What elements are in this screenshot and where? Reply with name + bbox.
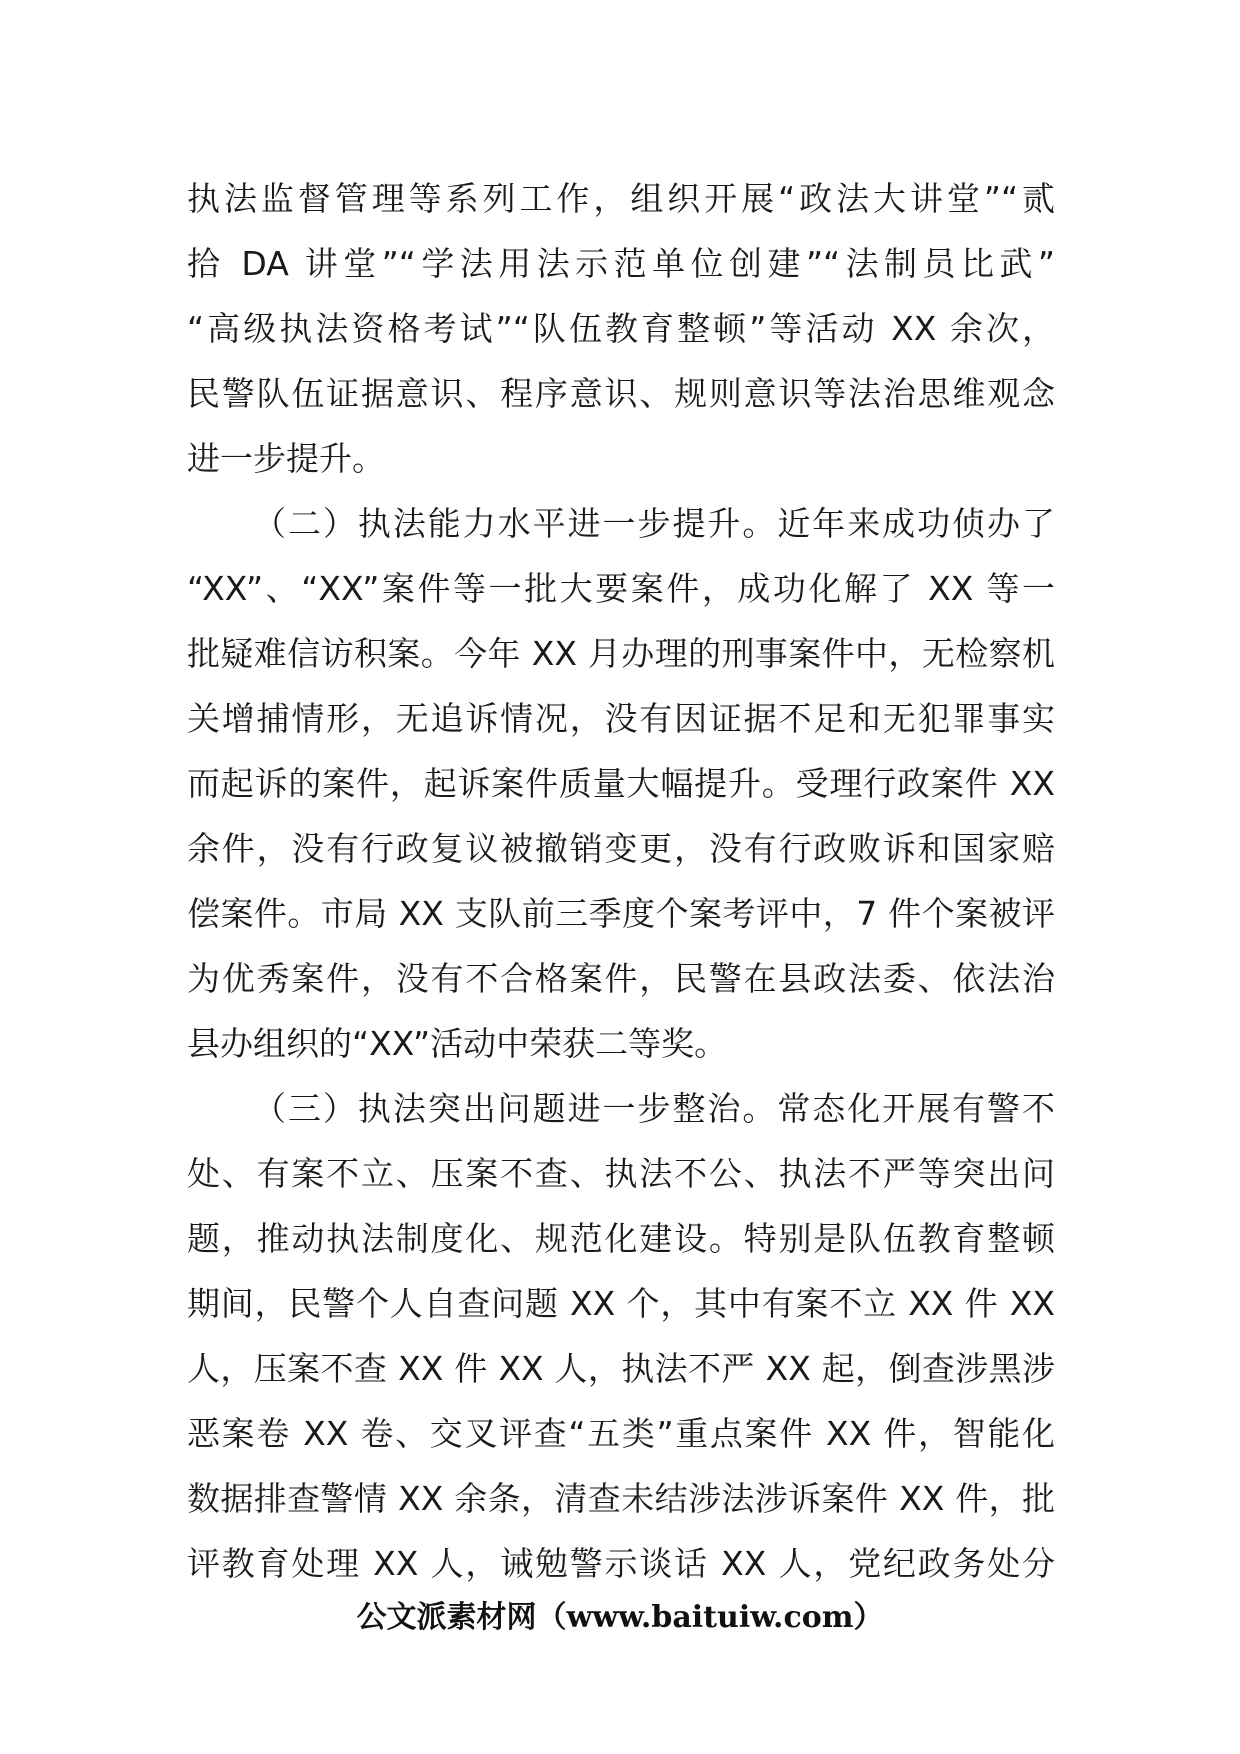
text-line: 县办组织的“XX”活动中荣获二等奖。 (187, 1024, 728, 1063)
text-line: 关增捕情形，无追诉情况，没有因证据不足和无犯罪事实 (187, 699, 1055, 738)
text-line: 期间，民警个人自查问题 XX 个，其中有案不立 XX 件 XX (187, 1284, 1055, 1323)
text-line: 执法监督管理等系列工作，组织开展“政法大讲堂”“贰 (187, 179, 1055, 218)
text-line: “XX”、“XX”案件等一批大要案件，成功化解了 XX 等一 (187, 569, 1055, 608)
text-line: 恶案卷 XX 卷、交叉评查“五类”重点案件 XX 件，智能化 (187, 1414, 1055, 1453)
text-line: 评教育处理 XX 人，诫勉警示谈话 XX 人，党纪政务处分 (187, 1544, 1055, 1583)
text-line: 民警队伍证据意识、程序意识、规则意识等法治思维观念 (187, 374, 1055, 413)
text-line: 偿案件。市局 XX 支队前三季度个案考评中，7 件个案被评 (187, 894, 1055, 933)
text-line: 为优秀案件，没有不合格案件，民警在县政法委、依法治 (187, 959, 1055, 998)
text-line: 批疑难信访积案。今年 XX 月办理的刑事案件中，无检察机 (187, 634, 1055, 673)
text-line: 题，推动执法制度化、规范化建设。特别是队伍教育整顿 (187, 1219, 1055, 1258)
text-line: 而起诉的案件，起诉案件质量大幅提升。受理行政案件 XX (187, 764, 1055, 803)
text-line: 人，压案不查 XX 件 XX 人，执法不严 XX 起，倒查涉黑涉 (187, 1349, 1055, 1388)
text-line: 数据排查警情 XX 余条，清查未结涉法涉诉案件 XX 件，批 (187, 1479, 1055, 1518)
section-heading-line: （三）执法突出问题进一步整治。常态化开展有警不 (253, 1089, 1055, 1128)
text-line: 拾 DA 讲堂”“学法用法示范单位创建”“法制员比武” (187, 244, 1055, 283)
document-body (187, 166, 1055, 1596)
section-heading-line: （二）执法能力水平进一步提升。近年来成功侦办了 (253, 504, 1055, 543)
footer-source-text: 公文派素材网（www.baituiw.com） (356, 1600, 884, 1635)
text-line: 余件，没有行政复议被撤销变更，没有行政败诉和国家赔 (187, 829, 1055, 868)
text-line: 进一步提升。 (187, 439, 385, 478)
text-line: 处、有案不立、压案不查、执法不公、执法不严等突出问 (187, 1154, 1055, 1193)
text-line: “高级执法资格考试”“队伍教育整顿”等活动 XX 余次， (187, 309, 1055, 348)
